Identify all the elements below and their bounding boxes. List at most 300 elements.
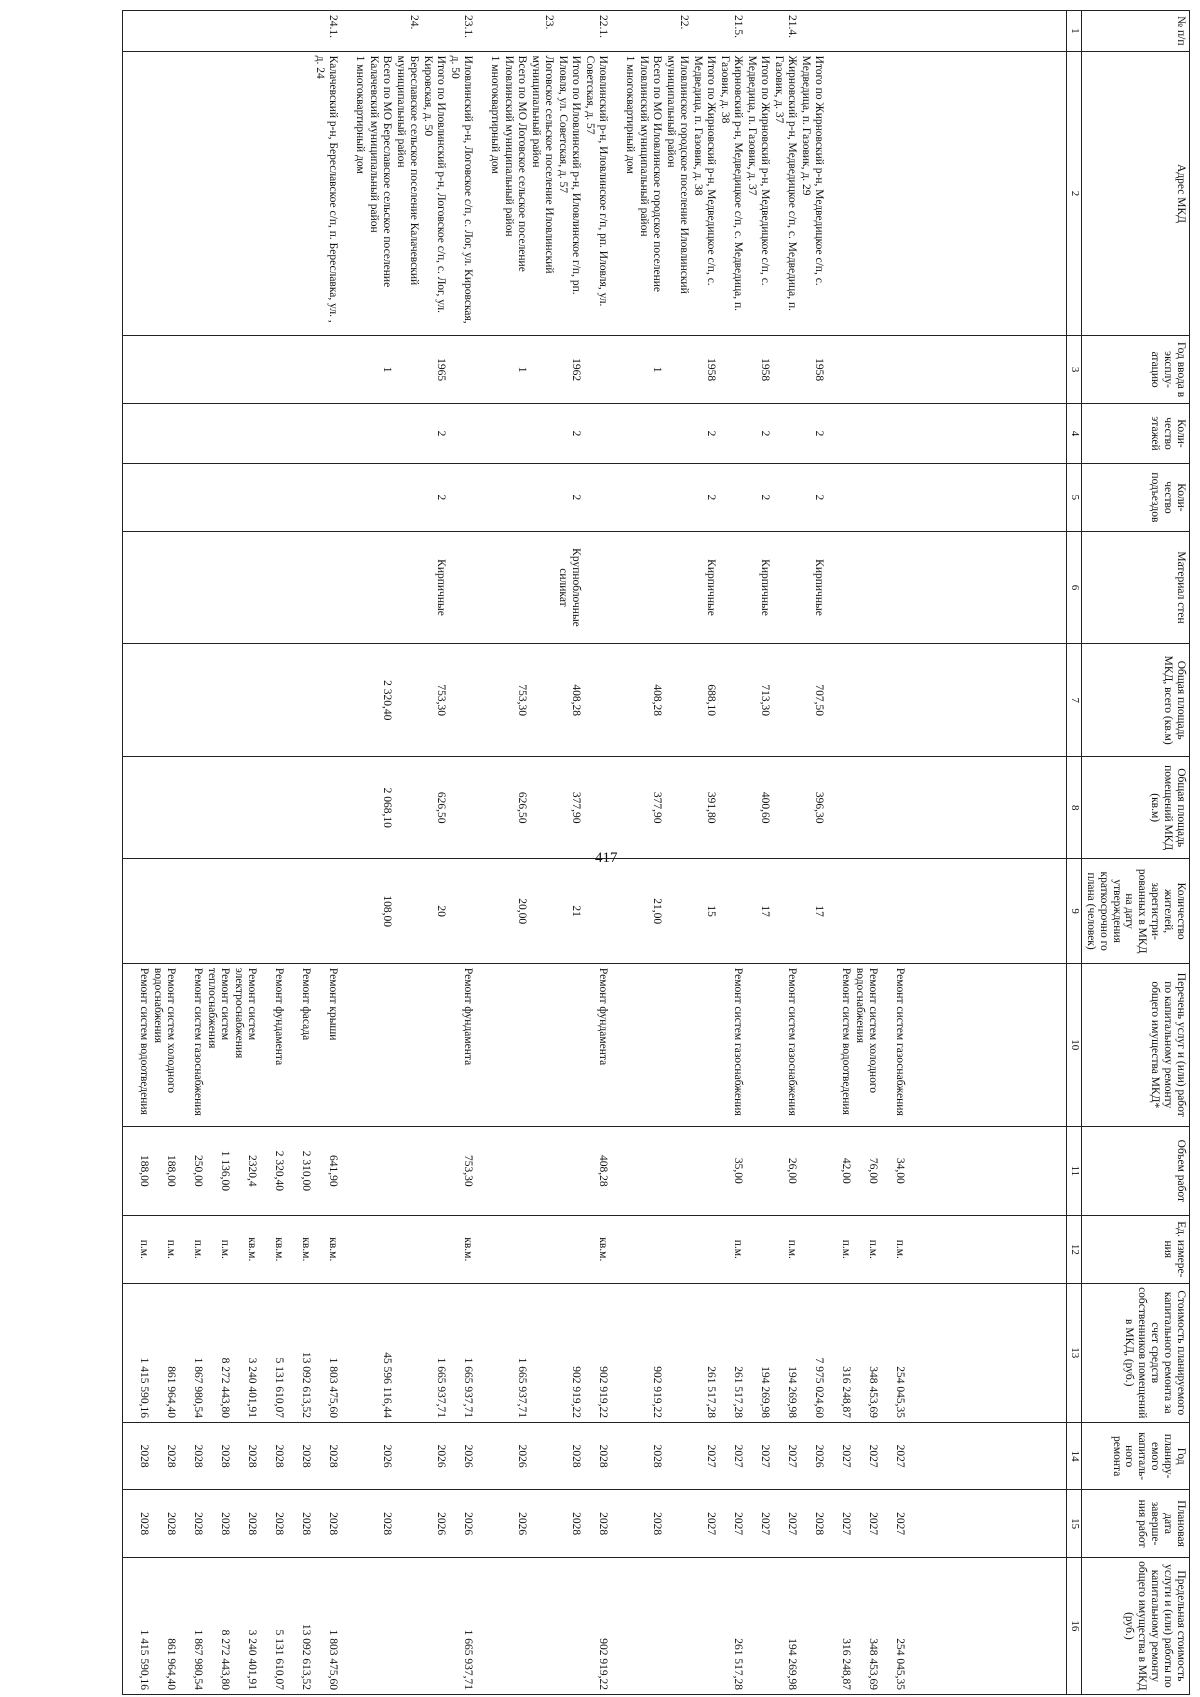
column-header: Плановая дата заверше-ния работ — [1082, 1490, 1190, 1557]
table-cell: 1962 — [555, 336, 582, 403]
table-cell — [177, 531, 204, 644]
table-spacer-row — [906, 11, 1067, 1695]
table-cell: Итого по Иловлинский р-н, Иловлинское г/п, рп. Иловля, ул. Советская, д. 57 — [555, 51, 582, 336]
table-cell: 2027 — [879, 1422, 906, 1489]
table-cell: Ремонт систем водоотведения — [825, 963, 852, 1126]
table-cell — [393, 1557, 420, 1694]
table-cell — [393, 531, 420, 644]
table-cell — [879, 403, 906, 463]
table-cell: 713,30 — [744, 644, 771, 757]
table-cell: п.м. — [717, 1216, 744, 1283]
table-cell: 254 045,35 — [879, 1283, 906, 1422]
table-cell — [528, 1126, 555, 1215]
table-cell — [393, 336, 420, 403]
table-cell: 2026 — [420, 1490, 447, 1557]
table-cell — [393, 859, 420, 964]
column-header: Перечень услуг и (или) работ по капитальному ремонту общего имущества МКД* — [1082, 963, 1190, 1126]
table-cell: 21,00 — [636, 859, 663, 964]
table-cell: 22. — [663, 11, 690, 52]
table-cell: 2028 — [258, 1490, 285, 1557]
table-cell: Всего по МО Иловлинское городское поселение Иловлинский муниципальный район — [636, 51, 663, 336]
table-cell — [150, 11, 177, 52]
table-cell: 1 415 590,16 — [123, 1283, 151, 1422]
table-row — [717, 11, 744, 1695]
table-cell: 2 — [690, 464, 717, 531]
table-cell: 1965 — [420, 336, 447, 403]
table-cell — [528, 859, 555, 964]
table-cell: 24. — [393, 11, 420, 52]
table-cell: Ремонт фасада — [285, 963, 312, 1126]
table-cell: Ремонт систем газоснабжения — [717, 963, 744, 1126]
table-cell — [879, 11, 906, 52]
table-cell — [366, 963, 393, 1126]
table-cell — [204, 644, 231, 757]
table-cell — [663, 963, 690, 1126]
table-row — [555, 11, 582, 1695]
table-cell — [123, 859, 151, 964]
table-cell: 902 919,22 — [582, 1283, 609, 1422]
table-cell — [501, 11, 528, 52]
table-cell — [231, 403, 258, 463]
table-cell: 348 453,69 — [852, 1283, 879, 1422]
table-cell: 2 — [420, 403, 447, 463]
table-cell: 2026 — [447, 1490, 474, 1557]
table-cell: 2027 — [744, 1422, 771, 1489]
table-cell — [663, 531, 690, 644]
table-cell: 2 — [798, 464, 825, 531]
table-cell: 2027 — [825, 1490, 852, 1557]
table-cell — [798, 1216, 825, 1283]
table-cell: кв.м. — [231, 1216, 258, 1283]
table-cell — [636, 11, 663, 52]
table-row — [204, 11, 231, 1695]
table-cell — [420, 11, 447, 52]
table-cell: 2028 — [555, 1422, 582, 1489]
table-cell: Итого по Жирновский р-н, Медведицкое с/п, с. Медведица, п. Газовик, д. 37 — [744, 51, 771, 336]
table-cell: Ремонт крыши — [312, 963, 339, 1126]
table-cell — [609, 11, 636, 52]
table-cell — [150, 859, 177, 964]
table-cell: 21.4. — [771, 11, 798, 52]
table-cell: 2026 — [501, 1422, 528, 1489]
table-cell — [339, 963, 366, 1126]
table-cell: Иловлинское городское поселение Иловлинский муниципальный район — [663, 51, 690, 336]
table-cell: 2 320,40 — [366, 644, 393, 757]
table-cell — [339, 336, 366, 403]
table-cell — [393, 644, 420, 757]
table-cell — [231, 757, 258, 859]
table-cell: п.м. — [123, 1216, 151, 1283]
table-cell — [474, 336, 501, 403]
table-row — [771, 11, 798, 1695]
table-cell — [123, 11, 151, 52]
table-cell — [582, 859, 609, 964]
table-cell — [582, 403, 609, 463]
table-cell: 902 919,22 — [582, 1557, 609, 1694]
table-cell: 688,10 — [690, 644, 717, 757]
table-cell — [150, 464, 177, 531]
table-cell: 194 269,98 — [771, 1557, 798, 1694]
table-cell — [825, 859, 852, 964]
table-cell — [150, 531, 177, 644]
table-cell — [312, 464, 339, 531]
table-cell — [123, 644, 151, 757]
table-cell — [852, 11, 879, 52]
table-cell: п.м. — [150, 1216, 177, 1283]
table-cell — [150, 336, 177, 403]
table-cell — [339, 1126, 366, 1215]
column-header: Ед. измере-ния — [1082, 1216, 1190, 1283]
table-cell — [744, 1126, 771, 1215]
table-row — [177, 11, 204, 1695]
table-cell — [366, 11, 393, 52]
table-cell — [420, 1557, 447, 1694]
table-cell — [231, 859, 258, 964]
table-cell — [420, 1126, 447, 1215]
table-cell — [663, 464, 690, 531]
table-cell — [258, 403, 285, 463]
table-cell: 1 867 980,54 — [177, 1557, 204, 1694]
table-cell — [852, 464, 879, 531]
table-cell: 2027 — [771, 1422, 798, 1489]
table-cell — [204, 531, 231, 644]
table-cell: Кирпичные — [744, 531, 771, 644]
table-row — [744, 11, 771, 1695]
table-cell — [393, 963, 420, 1126]
table-cell — [339, 859, 366, 964]
table-cell — [420, 1216, 447, 1283]
table-cell: Ремонт фундамента — [258, 963, 285, 1126]
table-cell: Всего по МО Логовское сельское поселение Иловлинский муниципальный район — [501, 51, 528, 336]
table-cell: 21.5. — [717, 11, 744, 52]
table-cell: 2028 — [150, 1422, 177, 1489]
table-cell: п.м. — [771, 1216, 798, 1283]
table-cell — [312, 403, 339, 463]
table-cell — [339, 1557, 366, 1694]
table-cell: 2027 — [690, 1490, 717, 1557]
table-cell: 261 517,28 — [717, 1557, 744, 1694]
table-cell — [366, 403, 393, 463]
table-cell — [879, 336, 906, 403]
table-cell: 2028 — [231, 1422, 258, 1489]
table-cell — [528, 1557, 555, 1694]
table-cell: 2 — [744, 403, 771, 463]
table-cell — [663, 644, 690, 757]
table-cell: 2028 — [177, 1422, 204, 1489]
table-cell — [339, 531, 366, 644]
table-cell — [312, 531, 339, 644]
table-cell: 861 964,40 — [150, 1557, 177, 1694]
table-cell: 2 — [744, 464, 771, 531]
table-cell: 2 — [798, 403, 825, 463]
table-cell — [258, 859, 285, 964]
table-cell: 316 248,87 — [825, 1283, 852, 1422]
table-cell — [528, 963, 555, 1126]
table-cell: Итого по Иловлинский р-н, Логовское с/п, с. Лог, ул. Кировская, д. 50 — [420, 51, 447, 336]
table-cell — [609, 1422, 636, 1489]
table-cell — [447, 403, 474, 463]
table-cell: 42,00 — [825, 1126, 852, 1215]
table-cell: 902 919,22 — [636, 1283, 663, 1422]
table-cell — [663, 1283, 690, 1422]
table-cell: 24.1. — [312, 11, 339, 52]
table-cell — [852, 644, 879, 757]
table-cell: 23. — [528, 11, 555, 52]
table-cell — [501, 531, 528, 644]
table-cell: 2028 — [123, 1422, 151, 1489]
table-cell — [690, 11, 717, 52]
table-cell — [258, 51, 285, 336]
table-cell: 76,00 — [852, 1126, 879, 1215]
table-cell — [609, 1216, 636, 1283]
table-cell: 316 248,87 — [825, 1557, 852, 1694]
table-cell: 2028 — [636, 1422, 663, 1489]
table-cell: Жирновский р-н, Медведицкое с/п, с. Медведица, п. Газовик, д. 38 — [717, 51, 744, 336]
table-cell: Ремонт систем газоснабжения — [177, 963, 204, 1126]
table-cell — [231, 336, 258, 403]
table-cell — [879, 859, 906, 964]
table-row — [393, 11, 420, 1695]
table-row — [420, 11, 447, 1695]
table-cell: Крупноблочные силикат — [555, 531, 582, 644]
table-cell: 1 многоквартирный дом — [339, 51, 366, 336]
table-cell — [501, 1557, 528, 1694]
table-cell — [636, 403, 663, 463]
table-cell: 2028 — [366, 1490, 393, 1557]
table-cell: 2028 — [123, 1490, 151, 1557]
table-cell — [717, 336, 744, 403]
table-cell: 2027 — [690, 1422, 717, 1489]
table-cell — [474, 11, 501, 52]
table-cell — [339, 1422, 366, 1489]
table-cell: кв.м. — [285, 1216, 312, 1283]
table-cell — [393, 1216, 420, 1283]
table-row — [798, 11, 825, 1695]
table-cell: п.м. — [825, 1216, 852, 1283]
column-header: Материал стен — [1082, 531, 1190, 644]
table-row — [609, 11, 636, 1695]
column-header: Коли-чество подъездов — [1082, 464, 1190, 531]
table-cell: 408,28 — [582, 1126, 609, 1215]
table-cell — [852, 51, 879, 336]
table-cell — [555, 1126, 582, 1215]
table-cell: 2028 — [312, 1490, 339, 1557]
table-cell: 21 — [555, 859, 582, 964]
table-cell: 2028 — [258, 1422, 285, 1489]
table-cell — [825, 531, 852, 644]
table-cell — [825, 644, 852, 757]
table-cell: 2 068,10 — [366, 757, 393, 859]
table-cell — [177, 403, 204, 463]
table-cell: Ремонт систем газоснабжения — [879, 963, 906, 1126]
table-row — [474, 11, 501, 1695]
column-number: 14 — [1067, 1422, 1082, 1489]
table-cell: 2028 — [582, 1490, 609, 1557]
table-cell: Логовское сельское поселение Иловлинский муниципальный район — [528, 51, 555, 336]
table-cell — [312, 859, 339, 964]
table-cell: Ремонт фундамента — [582, 963, 609, 1126]
table-cell — [636, 963, 663, 1126]
table-cell — [285, 859, 312, 964]
table-cell — [609, 1557, 636, 1694]
table-cell — [312, 644, 339, 757]
table-cell — [474, 963, 501, 1126]
table-cell — [609, 403, 636, 463]
table-cell — [663, 1126, 690, 1215]
column-number: 16 — [1067, 1557, 1082, 1694]
table-cell — [528, 644, 555, 757]
table-cell: 2027 — [744, 1490, 771, 1557]
table-cell: 1 — [636, 336, 663, 403]
table-cell — [366, 1557, 393, 1694]
table-cell — [177, 336, 204, 403]
table-cell — [339, 1283, 366, 1422]
table-cell — [123, 531, 151, 644]
table-cell — [852, 403, 879, 463]
table-cell — [285, 644, 312, 757]
table-cell: 348 453,69 — [852, 1557, 879, 1694]
table-cell — [312, 757, 339, 859]
table-cell: 2026 — [447, 1422, 474, 1489]
table-cell — [852, 531, 879, 644]
table-cell: 3 240 401,91 — [231, 1283, 258, 1422]
table-cell — [339, 644, 366, 757]
table-cell — [258, 336, 285, 403]
table-cell: 1 многоквартирный дом — [474, 51, 501, 336]
column-header: № п/п — [1082, 11, 1190, 52]
table-cell: 20,00 — [501, 859, 528, 964]
table-cell: 1 665 937,71 — [420, 1283, 447, 1422]
table-cell — [798, 1126, 825, 1215]
table-cell — [582, 531, 609, 644]
table-cell — [636, 531, 663, 644]
table-cell — [474, 1126, 501, 1215]
table-cell: Ремонт систем холодного водоснабжения — [150, 963, 177, 1126]
table-cell: 2028 — [204, 1490, 231, 1557]
table-cell: 626,50 — [420, 757, 447, 859]
table-cell: 7 975 024,60 — [798, 1283, 825, 1422]
table-row — [285, 11, 312, 1695]
table-cell — [339, 1216, 366, 1283]
table-cell — [474, 859, 501, 964]
table-cell: 2027 — [771, 1490, 798, 1557]
table-cell: 17 — [744, 859, 771, 964]
table-cell — [609, 757, 636, 859]
table-cell: 626,50 — [501, 757, 528, 859]
table-cell — [717, 464, 744, 531]
table-cell — [609, 336, 636, 403]
table-cell — [663, 1490, 690, 1557]
table-cell — [609, 464, 636, 531]
table-cell: 2028 — [204, 1422, 231, 1489]
table-cell: 861 964,40 — [150, 1283, 177, 1422]
table-cell — [879, 531, 906, 644]
table-cell: 2027 — [879, 1490, 906, 1557]
table-cell: 1 665 937,71 — [447, 1283, 474, 1422]
table-cell: кв.м. — [312, 1216, 339, 1283]
repair-plan-table — [122, 10, 1190, 1695]
table-cell — [258, 464, 285, 531]
table-cell: 2028 — [312, 1422, 339, 1489]
column-header: Общая площадь помещений МКД (кв.м) — [1082, 757, 1190, 859]
table-cell: 3 240 401,91 — [231, 1557, 258, 1694]
table-cell — [555, 963, 582, 1126]
table-cell — [474, 757, 501, 859]
table-cell: 5 131 610,07 — [258, 1557, 285, 1694]
table-cell: 250,00 — [177, 1126, 204, 1215]
table-cell — [744, 1557, 771, 1694]
table-cell — [150, 644, 177, 757]
table-cell: 26,00 — [771, 1126, 798, 1215]
table-cell — [528, 336, 555, 403]
table-cell — [609, 1126, 636, 1215]
table-cell — [771, 403, 798, 463]
table-row — [258, 11, 285, 1695]
table-cell — [744, 1216, 771, 1283]
table-cell — [663, 403, 690, 463]
table-cell — [879, 51, 906, 336]
table-cell — [771, 757, 798, 859]
table-cell: Итого по Жирновский р-н, Медведицкое с/п, с. Медведица, п. Газовик, д. 29 — [798, 51, 825, 336]
column-number: 9 — [1067, 859, 1082, 964]
table-cell: п.м. — [177, 1216, 204, 1283]
table-cell — [474, 1422, 501, 1489]
table-cell — [420, 963, 447, 1126]
table-cell: 5 131 610,07 — [258, 1283, 285, 1422]
table-cell — [150, 403, 177, 463]
table-cell — [474, 464, 501, 531]
table-cell: 188,00 — [123, 1126, 151, 1215]
table-cell: 2027 — [717, 1422, 744, 1489]
table-cell — [636, 1216, 663, 1283]
table-cell: 902 919,22 — [555, 1283, 582, 1422]
table-cell: 1 803 475,60 — [312, 1557, 339, 1694]
table-cell — [825, 403, 852, 463]
table-cell — [285, 11, 312, 52]
table-cell — [663, 336, 690, 403]
table-cell — [231, 531, 258, 644]
column-number: 15 — [1067, 1490, 1082, 1557]
table-cell: 2027 — [825, 1422, 852, 1489]
table-cell — [204, 403, 231, 463]
table-cell — [123, 403, 151, 463]
table-cell — [447, 757, 474, 859]
table-cell — [798, 11, 825, 52]
table-cell — [825, 336, 852, 403]
table-cell: 391,80 — [690, 757, 717, 859]
table-cell — [528, 1422, 555, 1489]
table-row — [582, 11, 609, 1695]
table-cell: 23.1. — [447, 11, 474, 52]
rotated-table-wrapper — [10, 10, 1190, 1695]
table-cell — [258, 531, 285, 644]
table-cell — [879, 464, 906, 531]
table-cell: 2028 — [150, 1490, 177, 1557]
table-cell — [663, 1216, 690, 1283]
table-cell — [393, 403, 420, 463]
table-cell — [501, 963, 528, 1126]
table-cell — [501, 1216, 528, 1283]
table-cell — [825, 464, 852, 531]
table-cell: 2 — [420, 464, 447, 531]
column-number: 12 — [1067, 1216, 1082, 1283]
column-header: Общая площадь МКД, всего (кв.м) — [1082, 644, 1190, 757]
table-row — [123, 11, 151, 1695]
table-cell: Ремонт фундамента — [447, 963, 474, 1126]
table-cell: 1 665 937,71 — [447, 1557, 474, 1694]
table-cell — [690, 1216, 717, 1283]
table-cell — [555, 1557, 582, 1694]
